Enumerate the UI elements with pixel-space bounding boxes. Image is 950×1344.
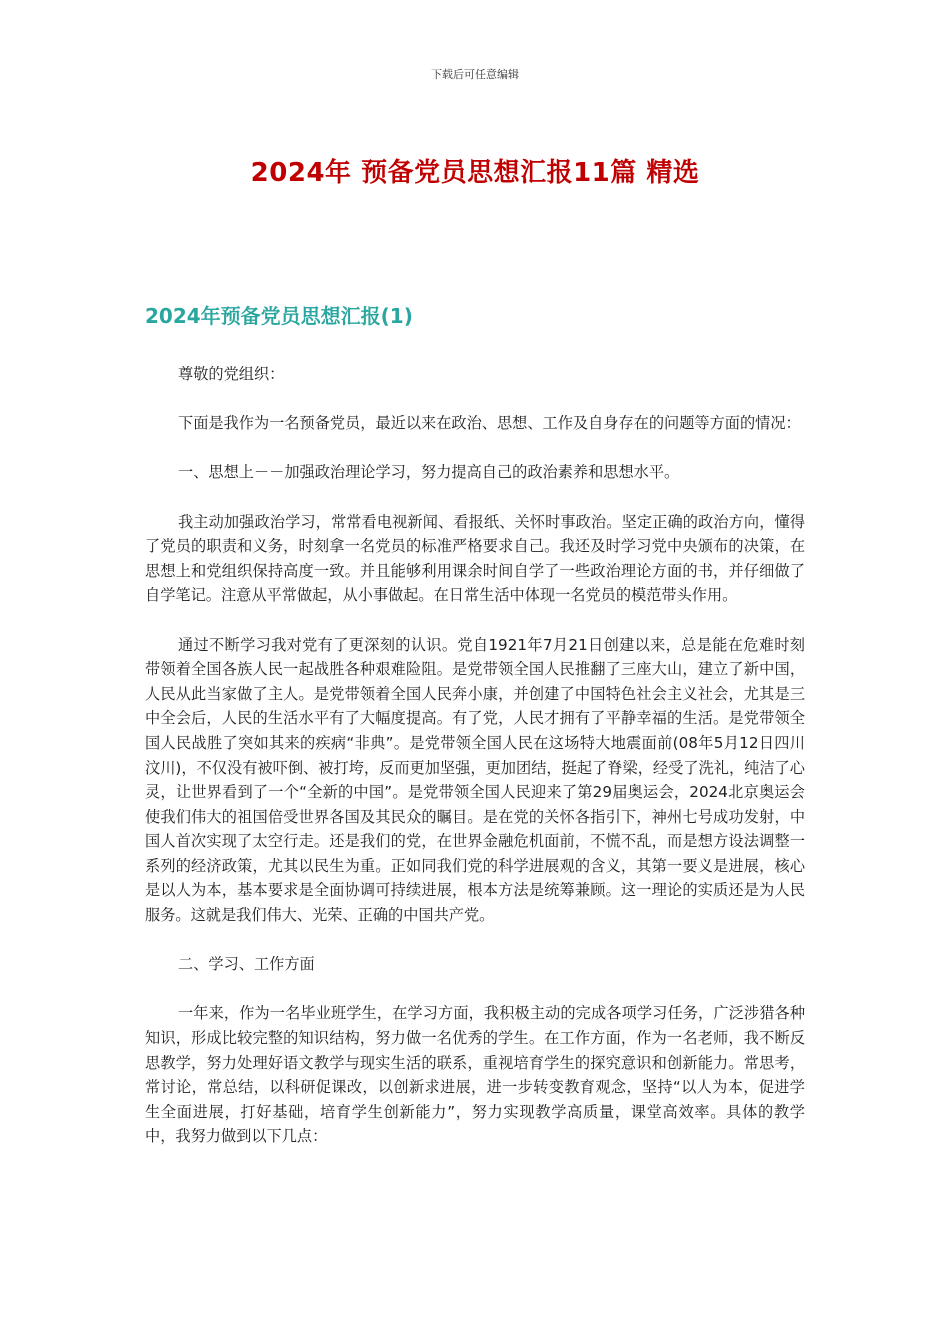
section-title: 2024年预备党员思想汇报(1) [145,304,413,328]
paragraph-intro: 下面是我作为一名预备党员，最近以来在政治、思想、工作及自身存在的问题等方面的情况： [178,414,801,433]
paragraph-party-history: 通过不断学习我对党有了更深刻的认识。党自1921年7月21日创建以来，总是能在危难时刻带领着全国各族人民一起战胜各种艰难险阻。是党带领全国人民推翻了三座大山，建立了新中国，人民从此当家做了主人。是党带领着全国人民奔小康，并创建了中国特色社会主义社会，尤其是三中全会后，人民的生活水平有了大幅度提高。有了党，人民才拥有了平静幸福的生活。是党带领全国人民战胜了突如其来的疾病“非典”。是党带领全国人民在这场特大地震面前(08年5月12日四川汶川)，不仅没有被吓倒、被打垮，反而更加坚强，更加团结，挺起了脊梁，经受了洗礼，纯洁了心灵，让世界看到了一个“全新的中国”。是党带领全国人民迎来了第29届奥运会，2024北京奥运会使我们伟大的祖国倍受世界各国及其民众的瞩目。是在党的关怀各指引下，神州七号成功发射，中国人首次实现了太空行走。还是我们的党，在世界金融危机面前，不慌不乱，而是想方设法调整一系列的经济政策，尤其以民生为重。正如同我们党的科学进展观的含义，其第一要义是进展，核心是以人为本，基本要求是全面协调可持续进展，根本方法是统筹兼顾。这一理论的实质还是为人民服务。这就是我们伟大、光荣、正确的中国共产党。 [145,635,805,925]
paragraph-work-study: 一年来，作为一名毕业班学生，在学习方面，我积极主动的完成各项学习任务，广泛涉猎各种知识，形成比较完整的知识结构，努力做一名优秀的学生。在工作方面，作为一名老师，我不断反思教学，努力处理好语文教学与现实生活的联系，重视培育学生的探究意识和创新能力。常思考，常讨论，常总结，以科研促课改，以创新求进展，进一步转变教育观念，坚持“以人为本，促进学生全面进展，打好基础，培育学生创新能力”，努力实现教学高质量，课堂高效率。具体的教学中，我努力做到以下几点： [145,1004,805,1146]
header-note: 下载后可任意编辑 [431,68,519,81]
paragraph-heading-ideology: 一、思想上－－加强政治理论学习，努力提高自己的政治素养和思想水平。 [178,463,680,482]
document-title: 2024年 预备党员思想汇报11篇 精选 [250,158,700,188]
paragraph-salutation: 尊敬的党组织： [178,365,285,383]
paragraph-heading-work: 二、学习、工作方面 [178,955,315,974]
paragraph-political-study: 我主动加强政治学习，常常看电视新闻、看报纸、关怀时事政治。坚定正确的政治方向，懂得了党员的职责和义务，时刻拿一名党员的标准严格要求自己。我还及时学习党中央颁布的决策，在思想上和党组织保持高度一致。并且能够利用课余时间自学了一些政治理论方面的书，并仔细做了自学笔记。注意从平常做起，从小事做起。在日常生活中体现一名党员的模范带头作用。 [145,512,805,605]
document-body [145,362,805,1174]
